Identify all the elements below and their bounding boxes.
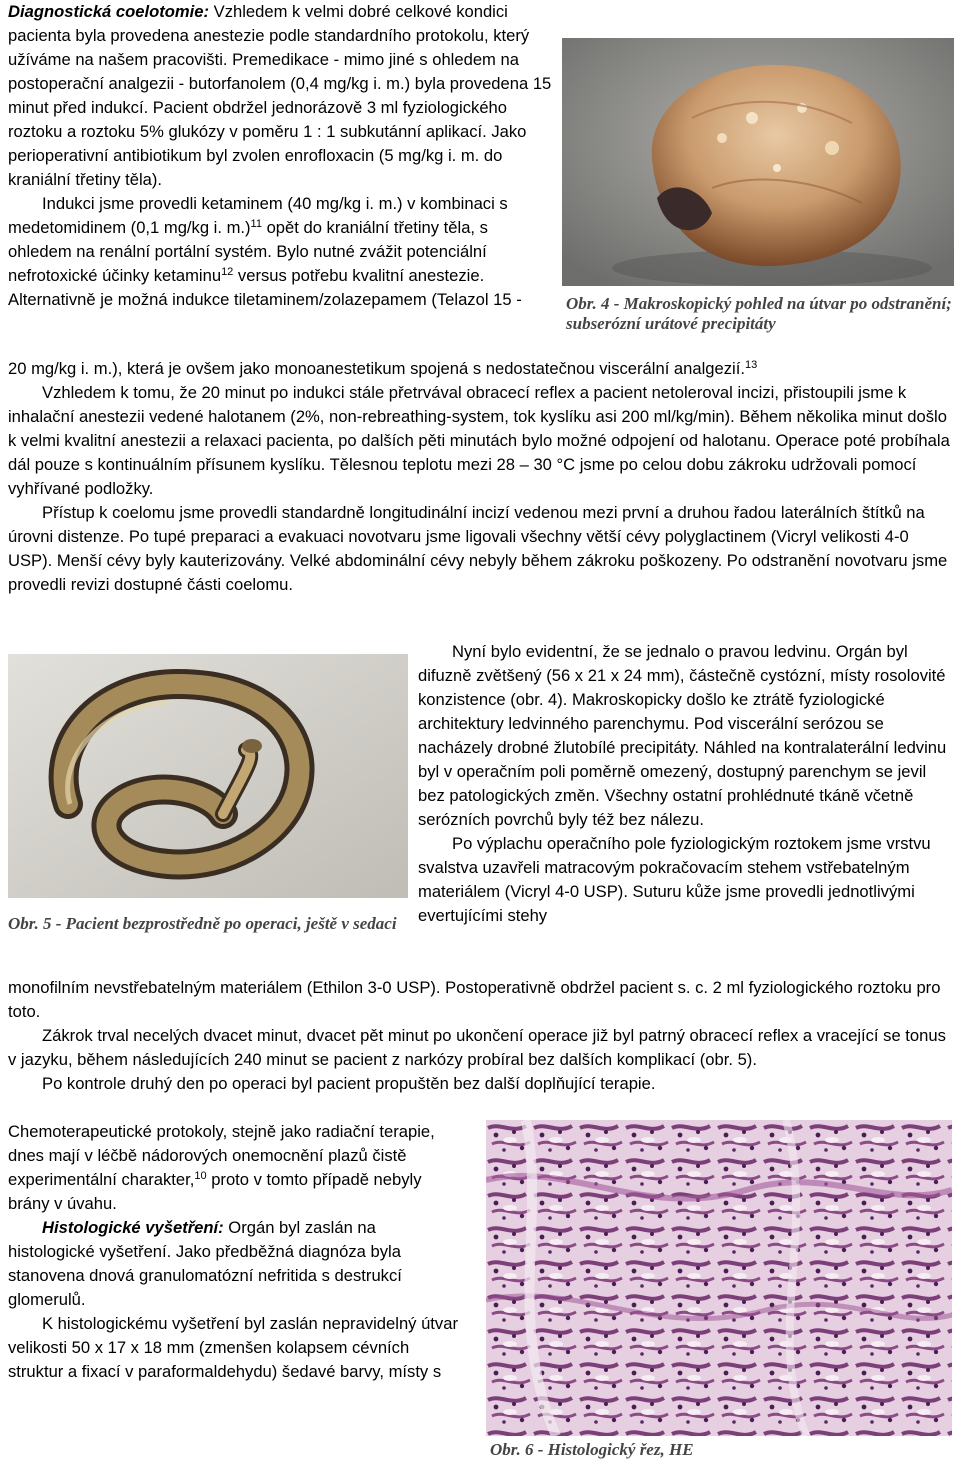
citation-10: 10 bbox=[194, 1170, 207, 1182]
paragraph-induction: Indukci jsme provedli ketaminem (40 mg/kg i. m.) v kombinaci s medetomidinem (0,1 mg/kg i. m.)$^{11}$ opět do kraniální třetiny těla, s ohledem na renální portální systém. Bylo nutné zvážit potenciální nefrotoxické účinky ketaminu$^{12}$ versus potřebu kvalitní anestezie. Alternativně je možná indukce tiletaminem/zolazepamem (Telazol 15 - bbox=[8, 194, 522, 309]
figure-5 bbox=[8, 654, 408, 898]
heading-coelotomy: Diagnostická coelotomie: bbox=[8, 2, 210, 21]
kidney-specimen-photo-icon bbox=[562, 38, 954, 286]
heading-histology: Histologické vyšetření: bbox=[42, 1218, 224, 1237]
paragraph-histology: Histologické vyšetření: Orgán byl zaslán na histologické vyšetření. Jako předběžná diagnóza byla stanovena dnová granulomatózní nefritida s destrukcí glomerulů. bbox=[8, 1218, 402, 1309]
paragraph-recovery: Zákrok trval necelých dvacet minut, dvacet pět minut po ukončení operace již byl patrný obracecí reflex a vracející se tonus v jazyku, během následujících 240 minut se pacient z narkózy probíral bez dalších komplikací (obr. 5). bbox=[8, 1026, 946, 1069]
figure-6 bbox=[486, 1120, 952, 1436]
snake-photo-icon bbox=[8, 654, 408, 898]
section-findings-right bbox=[418, 640, 948, 928]
section-anesthesia-full bbox=[8, 381, 956, 597]
paragraph-intro: Diagnostická coelotomie: Vzhledem k velmi dobré celkové kondici pacienta byla provedena anestezie podle standardního protokolu, který užíváme na našem pracovišti. Premedikace - mimo jiné s ohledem na postoperační analgezii - butorfanolem (0,4 mg/kg i. m.) byla provedena 15 minut před indukcí. Pacient obdržel jednorázově 3 ml fyziologického roztoku a roztoku 5% glukózy v poměru 1 : 1 subkutánní aplikací. Jako perioperativní antibiotikum byl zvolen enrofloxacin (5 mg/kg i. m. do kraniální třetiny těla). bbox=[8, 2, 552, 189]
paragraph-inhalation: Vzhledem k tomu, že 20 minut po indukci stále přetrvával obracecí reflex a pacient netoleroval incizi, přistoupili jsme k inhalační anestezii vedené halotanem (2%, non-rebreathing-system, tok kyslíku asi 200 ml/kg/min). Během několika minut došlo k velmi kvalitní anestezii a relaxaci pacienta, po dalších pěti minutách bylo možné odpojení od halotanu. Operace poté probíhala dál pouze s kontinuálním přísunem kyslíku. Tělesnou teplotu mezi 28 – 30 °C jsme po celou dobu zákroku udržovali pomocí vyhřívané podložky. bbox=[8, 383, 950, 498]
histology-micrograph-icon bbox=[486, 1120, 952, 1436]
section-histology-left bbox=[8, 1120, 466, 1384]
citation-12: 12 bbox=[221, 266, 234, 278]
citation-13: 13 bbox=[744, 359, 758, 371]
caption-figure-5: Obr. 5 - Pacient bezprostředně po operaci, ještě v sedaci bbox=[8, 914, 397, 933]
paragraph-suture-cont: monofilním nevstřebatelným materiálem (Ethilon 3-0 USP). Postoperativně obdržel pacient s. c. 2 ml fyziologického roztoku pro toto. bbox=[8, 978, 941, 1021]
paragraph-kidney-finding: Nyní bylo evidentní, že se jednalo o pravou ledvinu. Orgán byl difuzně zvětšený (56 x 21 x 24 mm), částečně cystózní, místy rosolovité konzistence (obr. 4). Makroskopicky došlo ke ztrátě fyziologické architektury ledvinného parenchymu. Pod viscerální serózou se nacházely drobné žlutobílé precipitáty. Náhled na kontralaterální ledvinu byl v operačním poli poměrně omezený, dostupný parenchym se jevil bez patologických změn. Všechny ostatní prohlédnuté tkáně včetně serózních povrchů byly též bez nálezu. bbox=[418, 642, 947, 829]
paragraph-chemo: Chemoterapeutické protokoly, stejně jako radiační terapie, dnes mají v léčbě nádorových onemocnění plazů čistě experimentální charakter,$^{10}$ proto v tomto případě nebyly brány v úvahu. bbox=[8, 1122, 435, 1213]
section-postoperative bbox=[8, 976, 956, 1096]
paragraph-approach: Přístup k coelomu jsme provedli standardně longitudinální incizí vedenou mezi první a druhou řadou laterálních štítků na úrovni distenze. Po tupé preparaci a evakuaci novotvaru jsme ligovali všechny větší cévy polyglactinem (Vicryl velikosti 4-0 USP). Menší cévy byly kauterizovány. Velké abdominální cévy nebyly během zákroku poškozeny. Po odstranění novotvaru jsme provedli revizi dostupné části coelomu. bbox=[8, 503, 948, 594]
caption-figure-4: Obr. 4 - Makroskopický pohled na útvar po odstranění; subserózní urátové precipitáty bbox=[566, 294, 952, 333]
section-anesthesia-left bbox=[8, 0, 556, 312]
line-telazol: 20 mg/kg i. m.), která je ovšem jako monoanestetikum spojená s nedostatečnou viscerální analgezií.$^{13}$ bbox=[8, 359, 758, 378]
caption-figure-6: Obr. 6 - Histologický řez, HE bbox=[490, 1440, 694, 1459]
citation-11: 11 bbox=[250, 218, 262, 230]
paragraph-closure: Po výplachu operačního pole fyziologickým roztokem jsme vrstvu svalstva uzavřeli matracovým pokračovacím stehem vstřebatelným materiálem (Vicryl 4-0 USP). Suturu kůže jsme provedli jednotlivými evertujícími stehy bbox=[418, 834, 931, 925]
paragraph-specimen: K histologickému vyšetření byl zaslán nepravidelný útvar velikosti 50 x 17 x 18 mm (zmenšen kolapsem cévních struktur a fixací v paraformaldehydu) šedavé barvy, místy s bbox=[8, 1314, 458, 1381]
paragraph-discharge: Po kontrole druhý den po operaci byl pacient propuštěn bez další doplňující terapie. bbox=[42, 1074, 656, 1093]
figure-4 bbox=[562, 38, 954, 286]
